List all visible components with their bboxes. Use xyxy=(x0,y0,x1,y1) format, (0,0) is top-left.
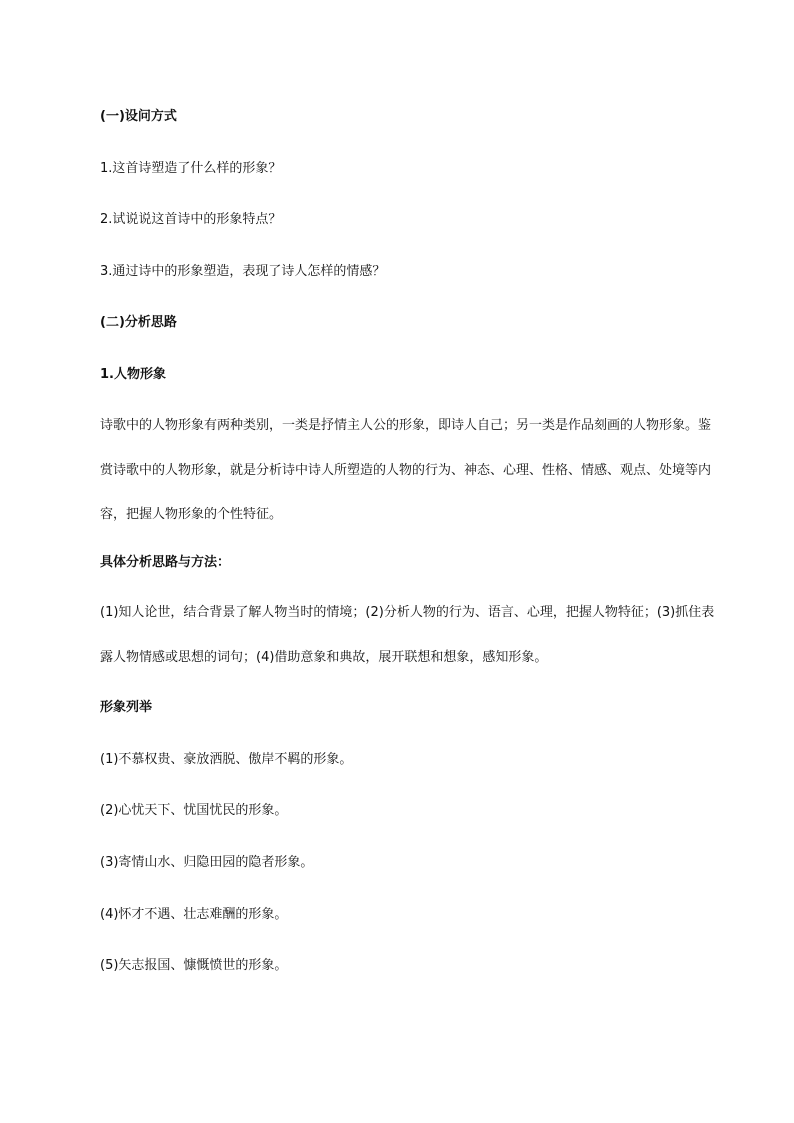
character-image-paragraph: 诗歌中的人物形象有两种类别，一类是抒情主人公的形象，即诗人自己；另一类是作品刻画的人物形象。鉴赏诗歌中的人物形象，就是分析诗中诗人所塑造的人物的行为、神态、心理、性格、情感、观点、处境等内容，把握人物形象的个性特征。 xyxy=(100,418,712,522)
methods-paragraph: (1)知人论世，结合背景了解人物当时的情境；(2)分析人物的行为、语言、心理，把握人物特征；(3)抓住表露人物情感或思想的词句；(4)借助意象和典故，展开联想和想象，感知形象。 xyxy=(100,605,715,665)
subheading-character-image: 1.人物形象 xyxy=(100,367,166,382)
list-item-3: (3)寄情山水、归隐田园的隐者形象。 xyxy=(100,855,314,870)
question-item-1: 1.这首诗塑造了什么样的形象？ xyxy=(100,161,282,176)
list-item-5: (5)矢志报国、慷慨愤世的形象。 xyxy=(100,958,288,973)
list-item-1: (1)不慕权贵、豪放洒脱、傲岸不羁的形象。 xyxy=(100,752,353,767)
question-item-3: 3.通过诗中的形象塑造，表现了诗人怎样的情感？ xyxy=(100,264,386,279)
list-item-4: (4)怀才不遇、壮志难酬的形象。 xyxy=(100,907,288,922)
list-heading: 形象列举 xyxy=(100,700,153,715)
list-item-2: (2)心忧天下、忧国忧民的形象。 xyxy=(100,803,288,818)
section-heading-analysis: (二)分析思路 xyxy=(100,315,177,330)
methods-heading: 具体分析思路与方法： xyxy=(100,555,231,570)
section-heading-questioning: (一)设问方式 xyxy=(100,109,177,124)
question-item-2: 2.试说说这首诗中的形象特点？ xyxy=(100,212,282,227)
